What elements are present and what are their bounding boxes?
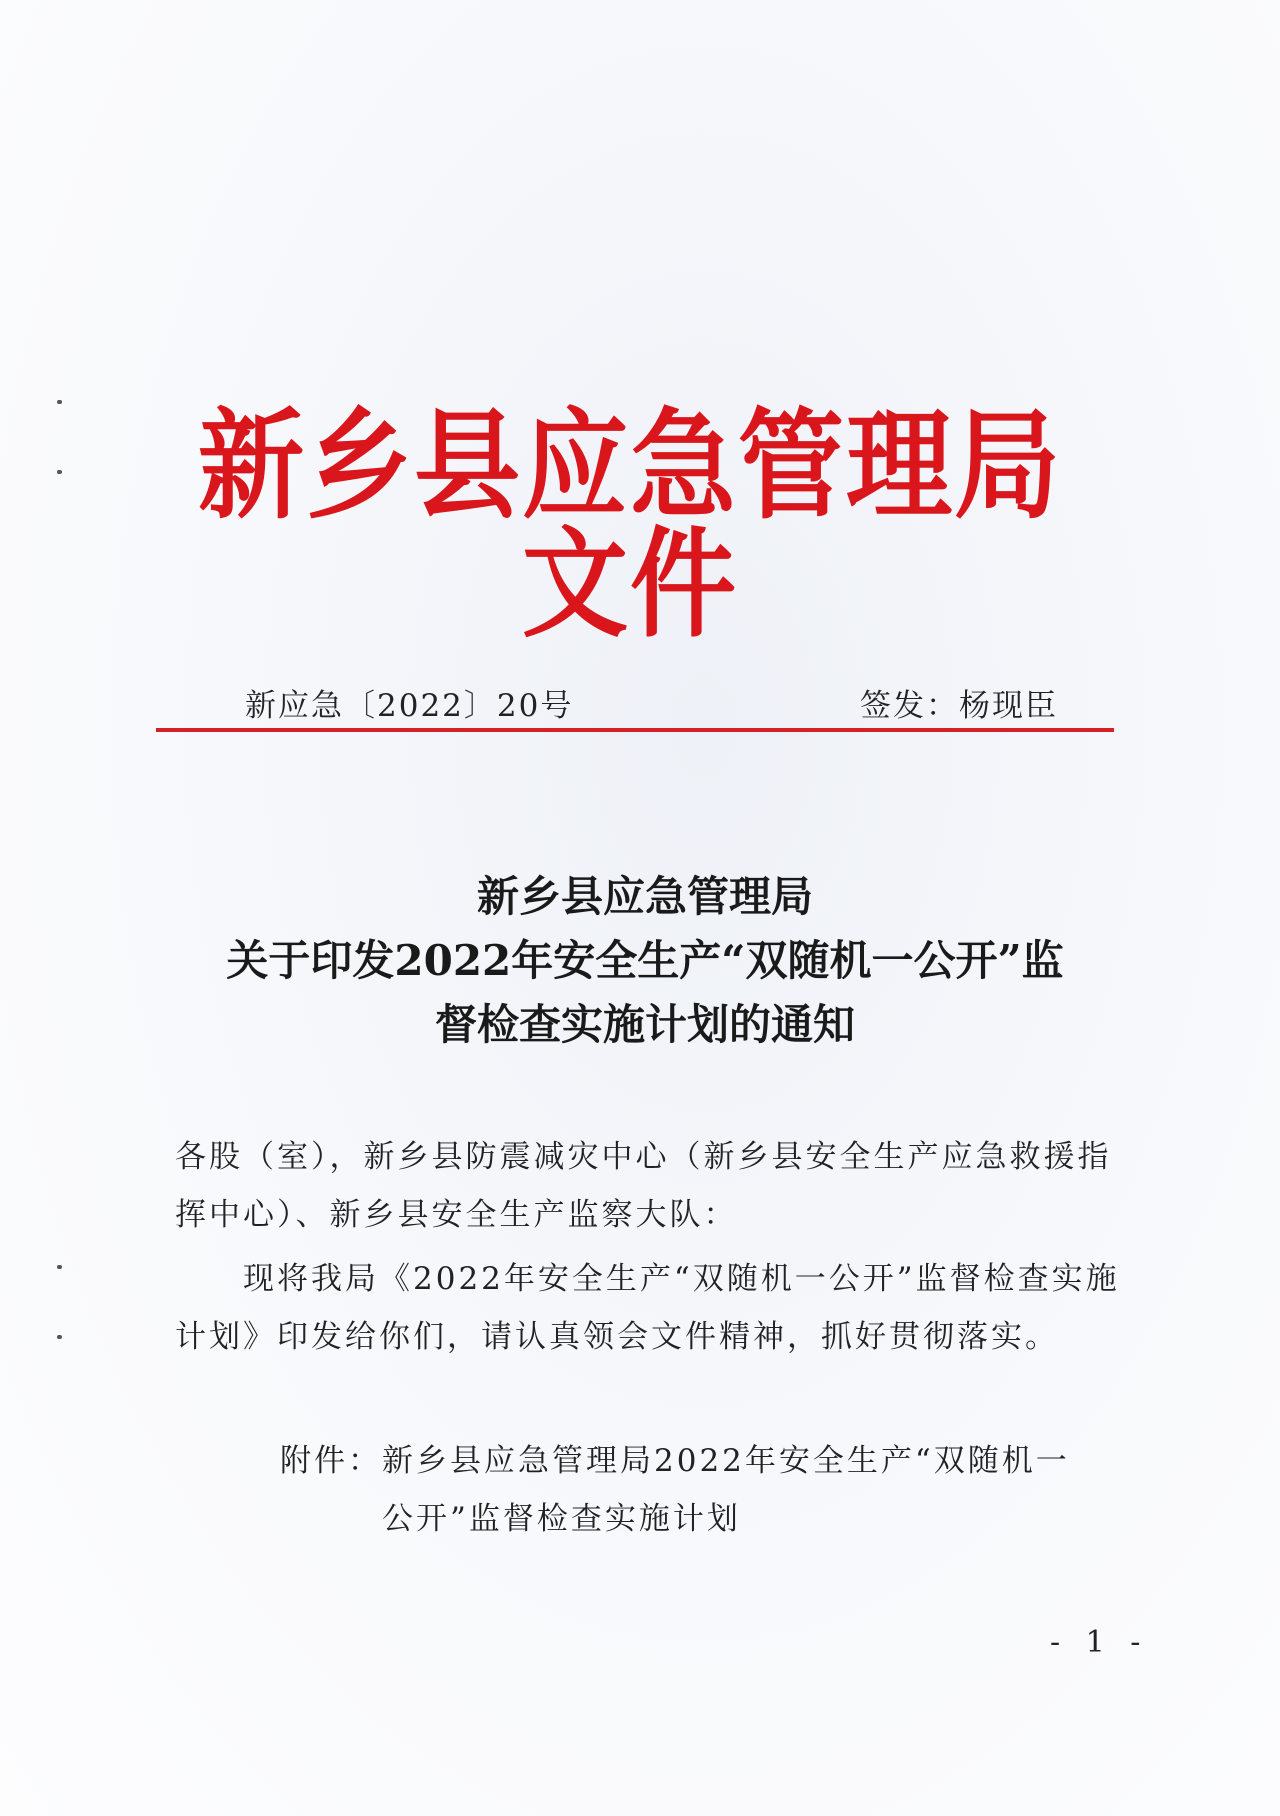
attachment-label: 附件： bbox=[280, 1443, 382, 1479]
red-divider bbox=[156, 728, 1114, 732]
scan-mark bbox=[57, 470, 62, 474]
document-number: 新应急〔2022〕20号 bbox=[245, 688, 574, 724]
masthead-title: 新乡县应急管理局文件 bbox=[198, 397, 1062, 654]
salutation: 各股（室），新乡县防震减灾中心（新乡县安全生产应急救援指挥中心）、新乡县安全生产监察大队： bbox=[175, 1139, 1112, 1233]
title-line: 督检查实施计划的通知 bbox=[434, 1000, 855, 1049]
document-title bbox=[150, 865, 1140, 1057]
signer: 签发：杨现臣 bbox=[860, 688, 1058, 724]
attachment-text-line2: 公开”监督检查实施计划 bbox=[382, 1501, 741, 1537]
scan-mark bbox=[57, 1265, 62, 1269]
body-paragraph: 现将我局《2022年安全生产“双随机一公开”监督检查实施计划》印发给你们，请认真领会文件精神，抓好贯彻落实。 bbox=[175, 1261, 1120, 1355]
title-line: 新乡县应急管理局 bbox=[476, 872, 813, 921]
page-number: - 1 - bbox=[1050, 1625, 1149, 1660]
attachment-text-line1: 新乡县应急管理局2022年安全生产“双随机一 bbox=[382, 1443, 1070, 1479]
scan-mark bbox=[57, 400, 62, 404]
attachment bbox=[280, 1432, 1100, 1548]
scan-mark bbox=[57, 1335, 62, 1339]
title-line: 关于印发2022年安全生产“双随机一公开”监 bbox=[226, 936, 1064, 985]
